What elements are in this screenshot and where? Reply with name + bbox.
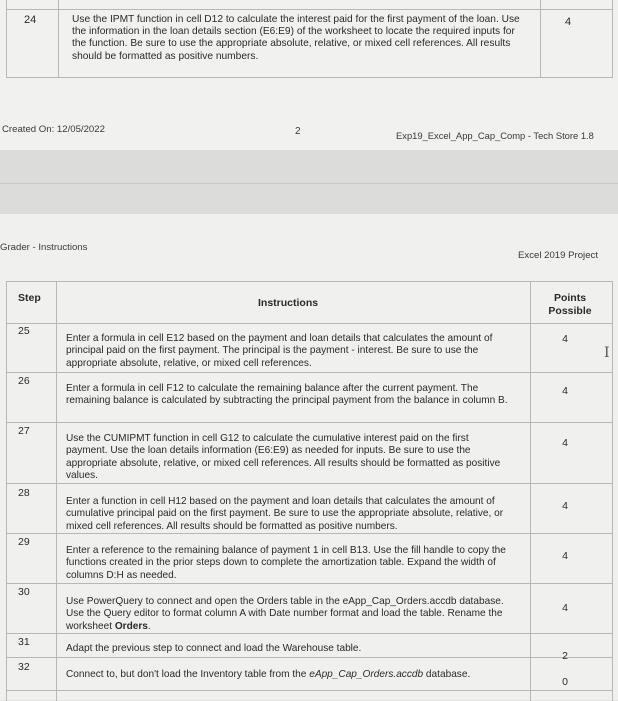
- table-border-left: [6, 281, 7, 701]
- table-row-step: 29: [18, 536, 30, 548]
- table-row-instruction: [66, 596, 512, 633]
- header-project-title: Excel 2019 Project: [518, 250, 598, 261]
- row-divider: [6, 657, 612, 658]
- header-grader-instructions: Grader - Instructions: [0, 242, 88, 253]
- table-col-divider-step: [56, 281, 57, 701]
- table-row-points: 4: [562, 437, 568, 449]
- footer-page-number: 2: [295, 126, 301, 137]
- row-divider: [6, 633, 612, 634]
- table-row-instruction: Enter a formula in cell E12 based on the payment and loan details that calculates the amount of principal paid on the first payment. The principal is the payment - interest. Be sure to use the appropriate absolute, relative, or mixed cell references.: [66, 333, 493, 369]
- table-row-step: 25: [18, 325, 30, 337]
- column-header-instructions: Instructions: [258, 297, 319, 309]
- top-table-row-bottom: [6, 77, 613, 78]
- instruction-text: Use PowerQuery to connect and open the Orders table in the eApp_Cap_Orders.accdb database. Use the Query editor to format column A with Date number format and load the table. Rename the worksheet: [66, 596, 504, 632]
- footer-created-date: Created On: 12/05/2022: [2, 124, 105, 135]
- table-row-points: 4: [562, 385, 568, 397]
- top-table-col-divider-2: [540, 0, 541, 78]
- table-row-instruction: Adapt the previous step to connect and load the Warehouse table.: [66, 643, 362, 654]
- top-table-border-right: [612, 0, 613, 78]
- table-row-points: 4: [562, 500, 568, 512]
- top-table-row-top: [6, 9, 613, 10]
- table-border-top: [6, 281, 612, 282]
- text-cursor-icon: I: [604, 345, 610, 361]
- row-divider: [6, 690, 612, 691]
- step-24-points: 4: [565, 16, 572, 28]
- worksheet-name-orders: Orders: [114, 620, 148, 632]
- row-divider: [6, 372, 612, 373]
- page-break-divider: [0, 183, 618, 184]
- table-row-instruction: Enter a reference to the remaining balance of payment 1 in cell B13. Use the fill handle to copy the functions created in the prior steps down to complete the amortization table. Expand the width of columns D:H as needed.: [66, 545, 506, 581]
- table-row-step: 30: [18, 586, 30, 598]
- top-table-col-divider-1: [58, 0, 59, 78]
- step-24-number: 24: [24, 14, 37, 26]
- column-header-step: Step: [18, 292, 41, 304]
- row-divider: [6, 323, 612, 324]
- database-name: eApp_Cap_Orders.accdb: [309, 669, 424, 680]
- row-divider: [6, 583, 612, 584]
- table-row-points: 4: [562, 333, 568, 345]
- table-row-step: 27: [18, 425, 30, 437]
- row-divider: [6, 422, 612, 423]
- table-col-divider-points: [530, 281, 531, 701]
- table-border-right: [612, 281, 613, 701]
- table-row-points: 4: [562, 550, 568, 562]
- row-divider: [6, 533, 612, 534]
- table-row-instruction: Use the CUMIPMT function in cell G12 to calculate the cumulative interest paid on the first payment. Use the loan details information (E6:E9) as needed for inputs. Be sure to use the appropriate absolute, relative, or mixed cell references. All results should be formatted as positive values.: [66, 433, 501, 481]
- instruction-text-end: .: [147, 620, 151, 632]
- instruction-text: Connect to, but don't load the Inventory table from the: [66, 669, 310, 680]
- table-row-points: 2: [562, 650, 568, 662]
- row-divider: [6, 483, 612, 484]
- table-row-step: 26: [18, 375, 30, 387]
- table-row-step: 28: [18, 487, 30, 499]
- table-row-instruction: [66, 669, 512, 681]
- table-row-points: 0: [562, 676, 568, 688]
- page-break-gap: [0, 150, 618, 214]
- step-24-instruction: Use the IPMT function in cell D12 to calculate the interest paid for the first payment of the loan. Use the information in the loan details section (E6:E9) of the worksheet to locate the required inputs for the function. Be sure to use the appropriate absolute, relative, or mixed cell references. All results should be formatted as positive numbers.: [72, 14, 520, 62]
- table-row-step: 31: [18, 636, 30, 648]
- top-table-border-left: [6, 0, 7, 78]
- table-row-instruction: Enter a function in cell H12 based on the payment and loan details that calculates the amount of cumulative principal paid on the first payment. Be sure to use the appropriate absolute, relative, or mixed cell references. All results should be formatted as positive numbers.: [66, 496, 504, 532]
- column-header-points: Points Possible: [548, 292, 592, 317]
- instruction-text-end: database.: [423, 669, 471, 680]
- footer-file-name: Exp19_Excel_App_Cap_Comp - Tech Store 1.8: [396, 130, 594, 141]
- table-row-points: 4: [562, 602, 568, 614]
- table-row-instruction: Enter a formula in cell F12 to calculate the remaining balance after the current payment. The remaining balance is calculated by subtracting the principal payment from the balance in column B.: [66, 383, 508, 407]
- table-row-step: 32: [18, 661, 30, 673]
